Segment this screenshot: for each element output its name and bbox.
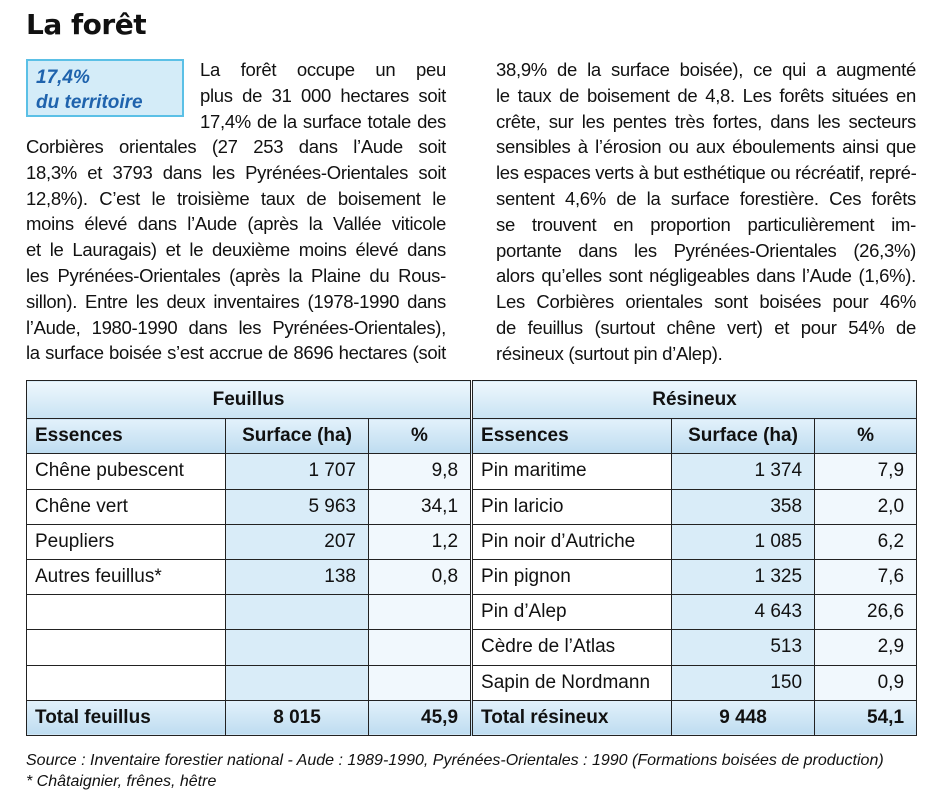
text-line: les espaces verts à but esthétique ou récréatif, repré- [496, 162, 917, 184]
surface-value: 1 085 [672, 524, 815, 559]
text-line: de feuillus (surtout chêne vert) et pour 54% de [496, 316, 916, 338]
text-line: sillon). Entre les deux inventaires (1978-1990 dans [26, 290, 446, 312]
surface-value [226, 595, 369, 630]
surface-value: 513 [672, 630, 815, 665]
species-name: Chêne vert [27, 489, 226, 524]
percent-value: 2,0 [815, 489, 917, 524]
callout-label: du territoire [36, 92, 143, 113]
species-name: Peupliers [27, 524, 226, 559]
species-name: Pin pignon [473, 559, 672, 594]
total-surface: 8 015 [226, 700, 369, 735]
column-header: Surface (ha) [672, 419, 815, 454]
species-name: Pin laricio [473, 489, 672, 524]
text-line: Les Corbières orientales sont boisées pour 46% [496, 291, 916, 313]
table-total-row [27, 700, 917, 735]
species-name: Autres feuillus* [27, 559, 226, 594]
percent-value: 2,9 [815, 630, 917, 665]
table-row [27, 454, 917, 489]
column-header: Essences [27, 419, 226, 454]
percent-value: 6,2 [815, 524, 917, 559]
table-row [27, 665, 917, 700]
table-row [27, 595, 917, 630]
surface-value: 150 [672, 665, 815, 700]
source-text: Source : Inventaire forestier national - Aude : 1989-1990, Pyrénées-Orientales : 1990 (Formations boisées de production) [26, 752, 884, 769]
footnote-text: * Châtaignier, frênes, hêtre [26, 773, 217, 790]
column-header: Essences [473, 419, 672, 454]
text-line: les Pyrénées-Orientales (après la Plaine du Rous- [26, 264, 446, 286]
callout-value: 17,4% [36, 67, 90, 88]
species-name: Pin noir d’Autriche [473, 524, 672, 559]
percent-value: 0,8 [369, 559, 471, 594]
text-column-right [496, 57, 916, 367]
text-line: résineux (surtout pin d’Alep). [496, 342, 723, 364]
text-line: se trouvent en proportion particulièrement im- [496, 213, 916, 235]
forest-species-table [26, 380, 917, 736]
text-line: le taux de boisement de 4,8. Les forêts situées en [496, 84, 916, 106]
surface-value: 1 707 [226, 454, 369, 489]
percent-value: 1,2 [369, 524, 471, 559]
text-line: 12,8%). C’est le troisième taux de boisement le [26, 187, 446, 209]
percent-value: 26,6 [815, 595, 917, 630]
percent-value: 9,8 [369, 454, 471, 489]
percent-value [369, 630, 471, 665]
text-line: alors qu’elles sont négligeables dans l’Aude (1,6%). [496, 265, 916, 287]
table-row [27, 524, 917, 559]
text-line: 17,4% de la surface totale des [200, 110, 446, 132]
text-line: plus de 31 000 hectares soit [200, 84, 446, 106]
species-name: Pin maritime [473, 454, 672, 489]
table-row [27, 489, 917, 524]
total-label: Total feuillus [27, 700, 226, 735]
text-line: sentent 4,6% de la surface forestière. Ces forêts [496, 187, 916, 209]
text-line: La forêt occupe un peu [200, 59, 446, 80]
group-title-resineux: Résineux [473, 381, 917, 419]
percent-value: 34,1 [369, 489, 471, 524]
page-title: La forêt [26, 8, 147, 41]
total-percent: 45,9 [369, 700, 471, 735]
surface-value: 358 [672, 489, 815, 524]
text-line: sensibles à l’érosion ou aux éboulements ainsi que [496, 136, 916, 158]
column-header: Surface (ha) [226, 419, 369, 454]
percent-value: 7,9 [815, 454, 917, 489]
surface-value: 138 [226, 559, 369, 594]
percent-value: 0,9 [815, 665, 917, 700]
surface-value: 1 325 [672, 559, 815, 594]
table-row [27, 559, 917, 594]
surface-value: 5 963 [226, 489, 369, 524]
surface-value: 4 643 [672, 595, 815, 630]
text-line: 18,3% et 3793 dans les Pyrénées-Orientales soit [26, 161, 446, 183]
source-note [26, 750, 884, 792]
species-name [27, 630, 226, 665]
surface-value [226, 630, 369, 665]
species-name: Cèdre de l’Atlas [473, 630, 672, 665]
text-line: et le Lauragais) et le deuxième moins élevé dans [26, 239, 446, 261]
species-name: Sapin de Nordmann [473, 665, 672, 700]
percent-value [369, 665, 471, 700]
text-line: moins élevé dans l’Aude (après la Vallée viticole [26, 213, 446, 235]
text-line: 38,9% de la surface boisée), ce qui a augmenté [496, 59, 916, 80]
text-column-left-top [200, 57, 446, 134]
surface-value [226, 665, 369, 700]
total-percent: 54,1 [815, 700, 917, 735]
highlight-callout [26, 59, 184, 117]
group-title-feuillus: Feuillus [27, 381, 471, 419]
table-header-row [27, 419, 917, 454]
text-line: l’Aude, 1980-1990 dans les Pyrénées-Orientales), [26, 316, 446, 338]
percent-value: 7,6 [815, 559, 917, 594]
text-line: la surface boisée s’est accrue de 8696 hectares (soit [26, 342, 446, 364]
text-line: crête, sur les pentes très fortes, dans les secteurs [496, 110, 916, 132]
surface-value: 207 [226, 524, 369, 559]
text-line: portante dans les Pyrénées-Orientales (26,3%) [496, 239, 916, 261]
column-header: % [815, 419, 917, 454]
total-label: Total résineux [473, 700, 672, 735]
text-line: Corbières orientales (27 253 dans l’Aude soit [26, 136, 446, 157]
species-name: Pin d’Alep [473, 595, 672, 630]
species-name: Chêne pubescent [27, 454, 226, 489]
species-name [27, 595, 226, 630]
surface-value: 1 374 [672, 454, 815, 489]
total-surface: 9 448 [672, 700, 815, 735]
species-name [27, 665, 226, 700]
percent-value [369, 595, 471, 630]
text-column-left [26, 134, 446, 366]
table-title-row [27, 381, 917, 419]
table-row [27, 630, 917, 665]
column-header: % [369, 419, 471, 454]
